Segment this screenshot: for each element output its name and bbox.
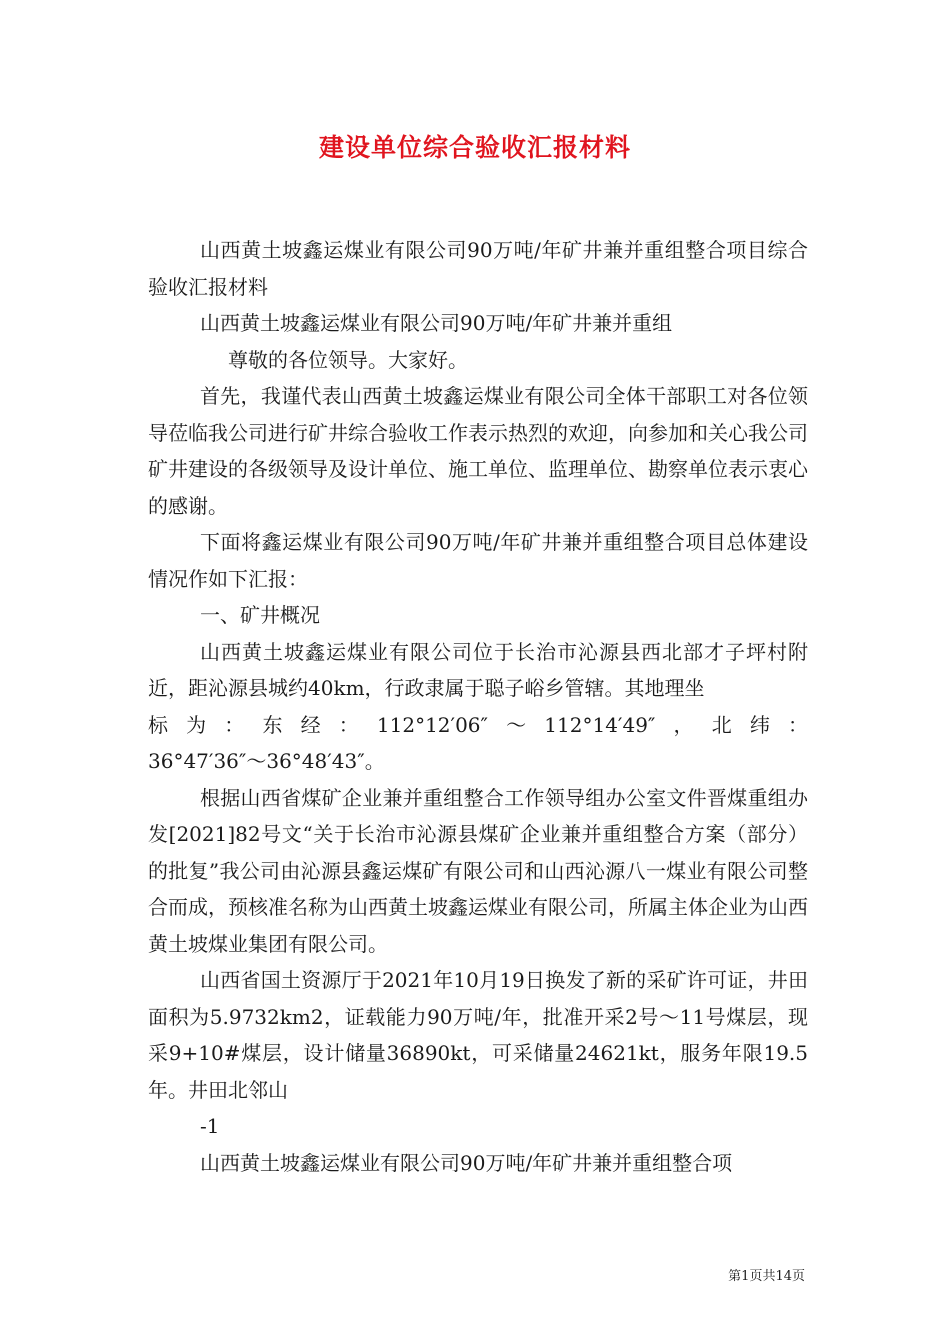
paragraph-intro: 下面将鑫运煤业有限公司90万吨/年矿井兼并重组整合项目总体建设情况作如下汇报：: [148, 530, 808, 591]
paragraph-continuation: 山西黄土坡鑫运煤业有限公司90万吨/年矿井兼并重组整合项: [200, 1150, 733, 1175]
paragraph-welcome: 首先，我谨代表山西黄土坡鑫运煤业有限公司全体干部职工对各位领导莅临我公司进行矿井综合验收工作表示热烈的欢迎，向参加和关心我公司矿井建设的各级领导及设计单位、施工单位、监理单位、勘察单位表示衷心的感谢。: [148, 384, 808, 518]
paragraph-coordinates-end: 36°47′36″～36°48′43″。: [148, 749, 385, 773]
paragraph-greeting: 尊敬的各位领导。大家好。: [228, 347, 468, 372]
paragraph-company-line: 山西黄土坡鑫运煤业有限公司90万吨/年矿井兼并重组: [200, 311, 673, 335]
page-number: 第1页共14页: [728, 1269, 805, 1284]
document-title: 建设单位综合验收汇报材料: [318, 133, 631, 162]
paragraph-coordinates: 标为：东经：112°12′06″～112°14′49″，北纬：: [148, 712, 808, 737]
section-heading-overview: 一、矿井概况: [200, 603, 320, 627]
page-marker: -1: [200, 1114, 220, 1138]
paragraph-location: 山西黄土坡鑫运煤业有限公司位于长治市沁源县西北部才子坪村附近，距沁源县城约40km，行政隶属于聪子峪乡管辖。其地理坐: [148, 639, 808, 700]
paragraph-approval: 根据山西省煤矿企业兼并重组整合工作领导组办公室文件晋煤重组办发[2021]82号文“关于长治市沁源县煤矿企业兼并重组整合方案（部分）的批复”我公司由沁源县鑫运煤矿有限公司和山西沁源八一煤业有限公司整合而成，预核准名称为山西黄土坡鑫运煤业有限公司，所属主体企业为山西黄土坡煤业集团有限公司。: [148, 785, 808, 956]
document-body: [148, 232, 808, 1181]
paragraph-license: 山西省国土资源厅于2021年10月19日换发了新的采矿许可证，井田面积为5.9732km2，证载能力90万吨/年，批准开采2号～11号煤层，现采9+10#煤层，设计储量36890kt，可采储量24621kt，服务年限19.5年。井田北邻山: [148, 968, 808, 1102]
paragraph-heading-line: 山西黄土坡鑫运煤业有限公司90万吨/年矿井兼并重组整合项目综合验收汇报材料: [148, 238, 808, 299]
